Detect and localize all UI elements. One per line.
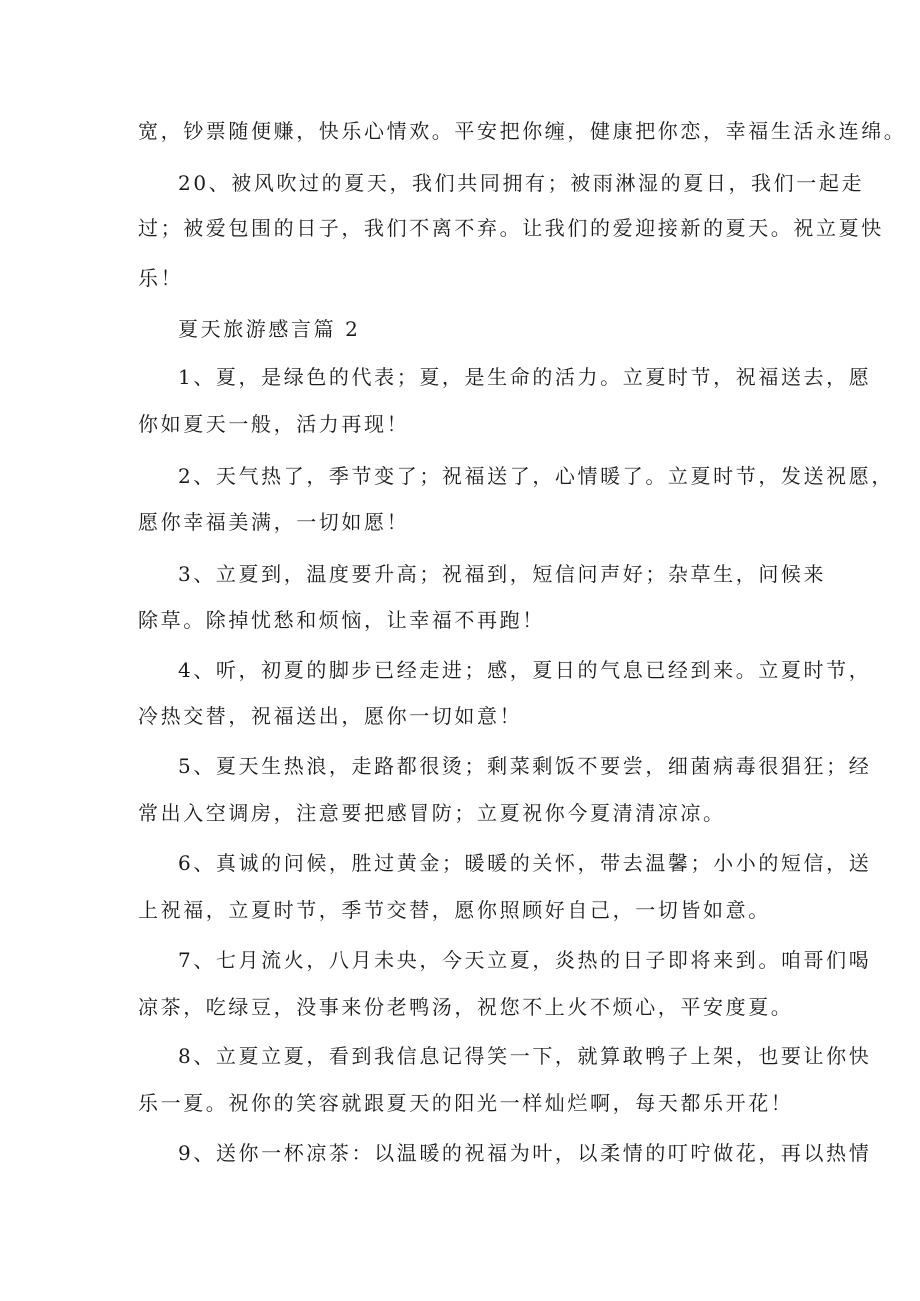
paragraph-line: 愿你幸福美满，一切如愿！	[138, 510, 410, 534]
paragraph-line: 乐！	[138, 266, 184, 290]
paragraph-line: 宽，钞票随便赚，快乐心情欢。平安把你缠，健康把你恋，幸福生活永连绵。	[138, 119, 907, 143]
paragraph-line: 1、夏，是绿色的代表；夏，是生命的活力。立夏时节，祝福送去，愿	[178, 365, 872, 389]
paragraph-line: 4、听，初夏的脚步已经走进；感，夏日的气息已经到来。立夏时节，	[178, 658, 872, 682]
paragraph-line: 2、天气热了，季节变了；祝福送了，心情暖了。立夏时节，发送祝愿，	[178, 464, 894, 488]
section-heading: 夏天旅游感言篇 2	[178, 317, 361, 341]
paragraph-line: 常出入空调房，注意要把感冒防；立夏祝你今夏清清凉凉。	[138, 801, 726, 825]
paragraph-line: 9、送你一杯凉茶：以温暖的祝福为叶，以柔情的叮咛做花，再以热情	[178, 1141, 872, 1165]
paragraph-line: 20、被风吹过的夏天，我们共同拥有；被雨淋湿的夏日，我们一起走	[178, 171, 865, 195]
paragraph-line: 7、七月流火，八月未央，今天立夏，炎热的日子即将来到。咱哥们喝	[178, 948, 872, 972]
paragraph-line: 你如夏天一般，活力再现！	[138, 412, 410, 436]
paragraph-line: 上祝福，立夏时节，季节交替，愿你照顾好自己，一切皆如意。	[138, 898, 771, 922]
paragraph-line: 除草。除掉忧愁和烦恼，让幸福不再跑！	[138, 608, 545, 632]
paragraph-line: 凉茶，吃绿豆，没事来份老鸭汤，祝您不上火不烦心，平安度夏。	[138, 995, 794, 1019]
paragraph-line: 8、立夏立夏，看到我信息记得笑一下，就算敢鸭子上架，也要让你快	[178, 1044, 872, 1068]
paragraph-line: 过；被爱包围的日子，我们不离不弃。让我们的爱迎接新的夏天。祝立夏快	[138, 216, 884, 240]
paragraph-line: 5、夏天生热浪，走路都很烫；剩菜剩饭不要尝，细菌病毒很猖狂；经	[178, 754, 872, 778]
paragraph-line: 6、真诚的问候，胜过黄金；暖暖的关怀，带去温馨；小小的短信，送	[178, 851, 872, 875]
paragraph-line: 3、立夏到，温度要升高；祝福到，短信问声好；杂草生，问候来	[178, 562, 827, 586]
paragraph-line: 乐一夏。祝你的笑容就跟夏天的阳光一样灿烂啊，每天都乐开花！	[138, 1091, 794, 1115]
paragraph-line: 冷热交替，祝福送出，愿你一切如意！	[138, 704, 523, 728]
